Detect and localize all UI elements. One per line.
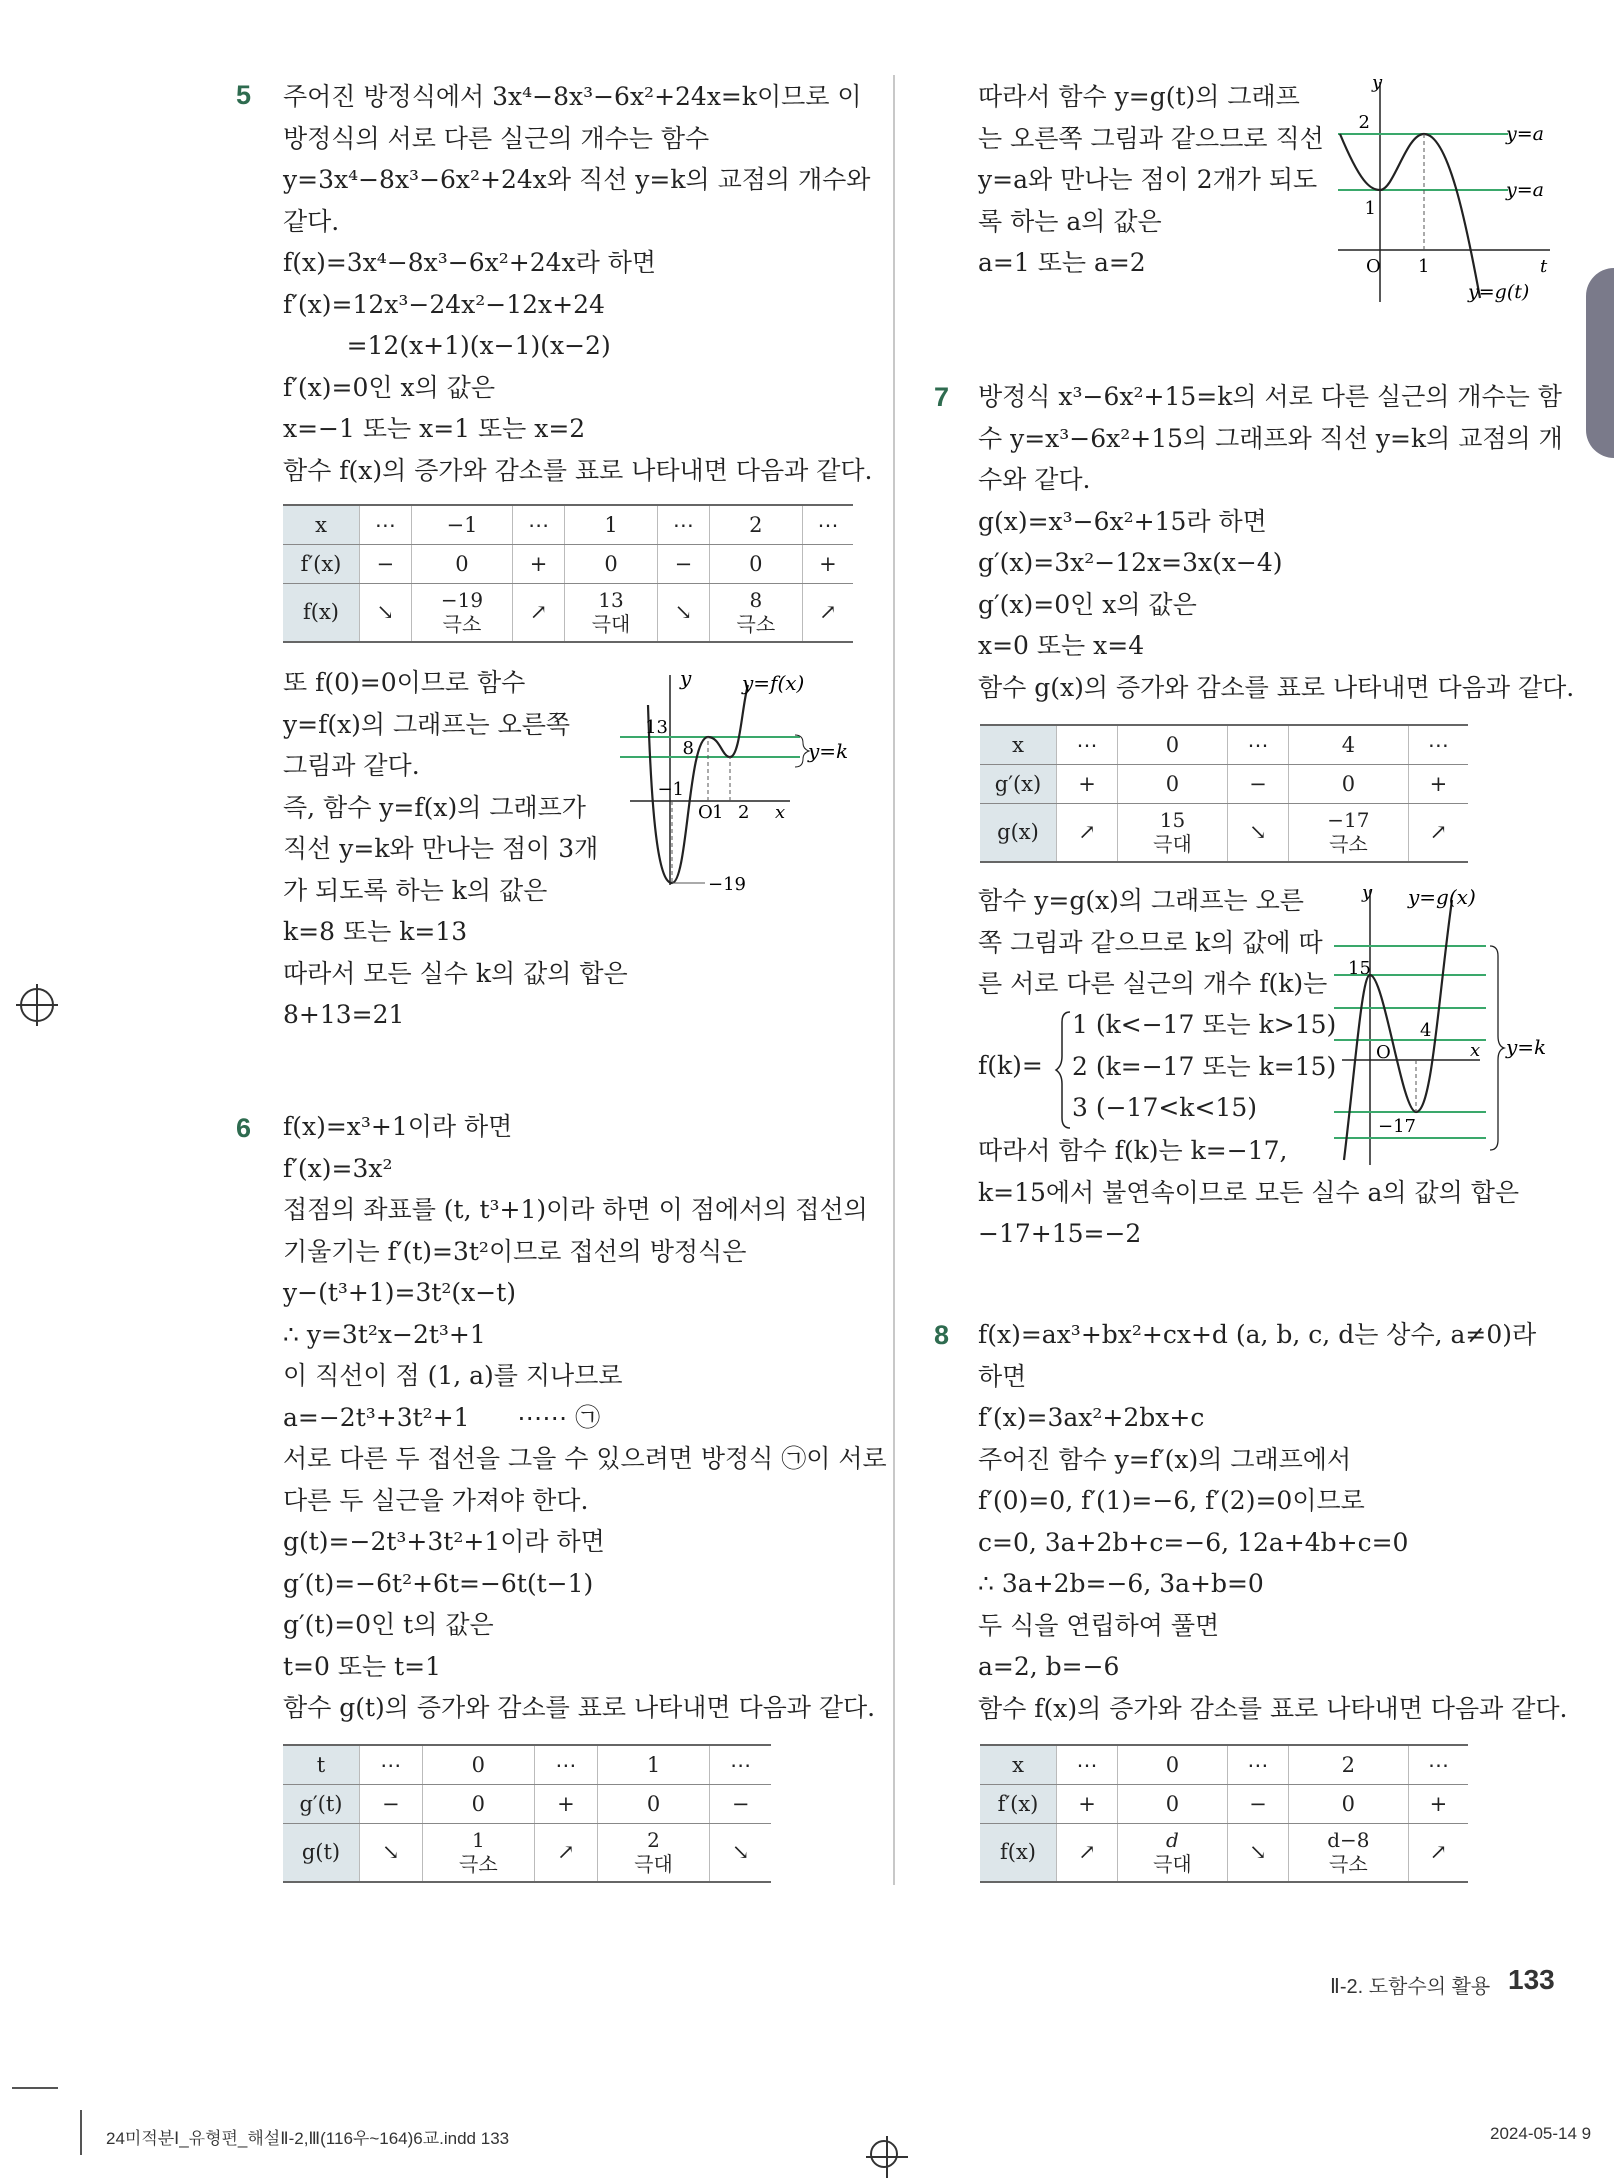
table-cell: 2 [709,505,802,545]
table-cell: − [658,545,710,584]
text-line: 함수 f(x)의 증가와 감소를 표로 나타내면 다음과 같다. [978,1693,1568,1723]
table-cell: ↗ [1057,804,1118,862]
label-y: y [680,666,692,690]
table-cell: 0 [1117,1745,1227,1785]
text-line: 8+13=21 [283,1000,405,1029]
problem-7-table [980,724,1468,863]
table-cell: + [802,545,853,584]
label-minus17: −17 [1378,1116,1416,1137]
table-cell: ↘ [658,584,710,642]
table-cell [1288,804,1408,862]
problem-8-table [980,1744,1468,1883]
text-line: 수 y=x³−6x²+15의 그래프와 직선 y=k의 교점의 개 [978,423,1563,453]
table-cell: 0 [1118,765,1228,804]
label-minus1: −1 [657,779,684,800]
cell-sub: 극대 [1153,832,1192,857]
table-cell [709,584,802,642]
text-line: =12(x+1)(x−1)(x−2) [283,331,611,360]
text-line: g′(x)=0인 x의 값은 [978,589,1197,619]
table-cell: 0 [411,545,513,584]
problem-6-body [283,1106,887,1729]
cell-sub: 극소 [459,1852,498,1877]
label-x: x [1470,1040,1481,1061]
text-line: 즉, 함수 y=f(x)의 그래프가 [283,792,586,822]
text-line: f(x)=x³+1이라 하면 [283,1112,513,1141]
text-line: g′(x)=3x²−12x=3x(x−4) [978,548,1283,577]
piecewise-case: 3 (−17<k<15) [1072,1093,1257,1122]
text-line: 이 직선이 점 (1, a)를 지나므로 [283,1361,623,1390]
cell-sub: 극대 [634,1852,673,1877]
crop-mark [80,2110,82,2155]
text-line: a=2, b=−6 [978,1652,1120,1681]
cell-sub: 극소 [442,612,482,637]
table-cell: g(t) [283,1824,360,1882]
table-cell: 0 [1288,1785,1408,1824]
problem-8-number: 8 [934,1320,950,1350]
text-line: 다른 두 실근을 가져야 한다. [283,1485,589,1515]
table-cell: ⋯ [360,505,412,545]
problem-7-number: 7 [934,382,950,412]
label-x: x [775,802,786,823]
text-line: c=0, 3a+2b+c=−6, 12a+4b+c=0 [978,1527,1409,1557]
table-cell: + [1057,765,1118,804]
cell-value: 8 [749,588,763,613]
table-cell: ⋯ [360,1745,423,1785]
table-cell: ⋯ [1227,725,1288,765]
label-gt: y=g(t) [1468,281,1530,303]
cell-sub: 극소 [1329,1852,1368,1877]
table-cell: 2 [1288,1745,1408,1785]
table-cell: t [283,1745,360,1785]
text-line: g(t)=−2t³+3t²+1이라 하면 [283,1527,605,1556]
table-cell: 0 [1117,1785,1227,1824]
table-cell: ⋯ [1408,725,1468,765]
cell-value: d−8 [1327,1828,1370,1853]
brace [795,735,809,767]
text-line: 는 오른쪽 그림과 같으므로 직선 [978,123,1324,153]
text-line: 직선 y=k와 만나는 점이 3개 [283,834,599,863]
text-line: 방정식 x³−6x²+15=k의 서로 다른 실근의 개수는 함 [978,382,1562,411]
print-date: 2024-05-14 9 [1490,2124,1592,2143]
text-line: f′(x)=12x³−24x²−12x+24 [283,289,605,319]
text-line: a=−2t³+3t²+1 ⋯⋯ ㉠ [283,1402,601,1432]
cell-value: d [1166,1828,1179,1853]
table-cell: ↗ [802,584,853,642]
table-cell: − [360,545,412,584]
text-line: 서로 다른 두 접선을 그을 수 있으려면 방정식 ㉠이 서로 [283,1444,887,1473]
text-line: f(x)=3x⁴−8x³−6x²+24x라 하면 [283,248,657,277]
text-line: −17+15=−2 [978,1219,1142,1248]
table-cell: ↗ [1408,1824,1468,1882]
label-t1: 1 [1418,256,1430,277]
text-line: f′(0)=0, f′(1)=−6, f′(2)=0이므로 [978,1486,1365,1515]
table-cell: 0 [709,545,802,584]
cell-sub: 극대 [591,612,631,637]
brace [1490,946,1504,1150]
text-line: 따라서 모든 실수 k의 값의 합은 [283,958,628,988]
table-cell: − [1227,765,1288,804]
table-cell: ⋯ [1408,1745,1468,1785]
text-line: x=0 또는 x=4 [978,631,1145,660]
table-cell: ⋯ [1227,1745,1288,1785]
problem-5-graph [610,665,870,905]
text-line: 쪽 그림과 같으므로 k의 값에 따 [978,927,1323,957]
curve-gt [1340,134,1480,298]
table-cell: + [1408,1785,1468,1824]
problem-7-body [978,376,1574,708]
text-line: g(x)=x³−6x²+15라 하면 [978,506,1267,536]
label-ya-top: y=a [1506,123,1544,145]
problem-5-body [283,76,872,491]
table-cell: − [710,1785,771,1824]
text-line: a=1 또는 a=2 [978,248,1146,277]
problem-7-graph [1320,880,1570,1170]
table-cell [411,584,513,642]
table-cell: 1 [564,505,657,545]
table-cell: 1 [597,1745,710,1785]
piecewise-lhs: f(k)= [978,1051,1043,1080]
page-number: 133 [1508,1964,1555,1995]
text-line: k=8 또는 k=13 [283,917,468,946]
label-fx: y=f(x) [742,671,805,695]
brace [1054,1010,1072,1130]
registration-mark-icon [20,988,54,1022]
text-line: f′(x)=3ax²+2bx+c [978,1403,1205,1432]
table-cell: ⋯ [1057,1745,1118,1785]
text-line: 접점의 좌표를 (t, t³+1)이라 하면 이 점에서의 접선의 [283,1195,868,1224]
text-line: g′(t)=−6t²+6t=−6t(t−1) [283,1568,594,1598]
label-ya-bottom: y=a [1506,179,1544,201]
text-line: 같다. [283,206,340,236]
text-line: 주어진 방정식에서 3x⁴−8x³−6x²+24x=k이므로 이 [283,82,862,111]
table-cell: f′(x) [980,1785,1057,1824]
text-line: 두 식을 연립하여 풀면 [978,1610,1220,1640]
table-cell: ⋯ [535,1745,598,1785]
problem-5-table [283,504,853,643]
text-line: y=3x⁴−8x³−6x²+24x와 직선 y=k의 교점의 개수와 [283,165,871,194]
cell-sub: 극대 [1153,1852,1192,1877]
table-cell: g′(t) [283,1785,360,1824]
text-line: x=−1 또는 x=1 또는 x=2 [283,414,586,443]
table-cell [597,1824,710,1882]
cell-value: 13 [598,588,624,613]
table-cell: g(x) [980,804,1057,862]
piecewise-cases [1072,1004,1336,1129]
text-line: k=15에서 불연속이므로 모든 실수 a의 값의 합은 [978,1177,1520,1207]
table-cell: ↗ [513,584,565,642]
table-cell: ↗ [535,1824,598,1882]
problem-6-continued [978,76,1324,284]
table-cell: 0 [422,1785,535,1824]
problem-6-graph [1330,72,1562,312]
table-cell: 0 [1288,765,1408,804]
text-line: y=f(x)의 그래프는 오른쪽 [283,709,571,739]
problem-7-body-2 [978,880,1327,1005]
text-line: 따라서 함수 y=g(t)의 그래프 [978,82,1300,111]
label-1: 1 [1364,198,1376,219]
table-cell: 0 [597,1785,710,1824]
table-cell: ⋯ [710,1745,771,1785]
problem-6-number: 6 [236,1113,252,1143]
text-line: f′(x)=0인 x의 값은 [283,372,495,402]
file-name: 24미적분Ⅰ_유형편_해설Ⅱ-2,Ⅲ(116우~164)6교.indd 133 [106,2129,510,2148]
text-line: y−(t³+1)=3t²(x−t) [283,1278,517,1307]
table-cell: ↘ [360,1824,423,1882]
table-cell: 0 [422,1745,535,1785]
table-cell: ⋯ [658,505,710,545]
cell-sub: 극소 [736,612,776,637]
text-line: 함수 g(x)의 증가와 감소를 표로 나타내면 다음과 같다. [978,672,1575,702]
problem-8-body [978,1314,1567,1729]
table-cell: x [980,725,1057,765]
label-y: y [1372,72,1383,93]
cell-value: 1 [471,1828,485,1853]
table-cell: f(x) [980,1824,1057,1882]
text-line: y=a와 만나는 점이 2개가 되도 [978,165,1318,194]
registration-mark-icon [870,2140,898,2168]
table-cell: ↘ [360,584,412,642]
label-15: 15 [1348,958,1371,979]
table-cell: −1 [411,505,513,545]
text-line: 수와 같다. [978,465,1091,494]
label-4: 4 [1420,1020,1432,1041]
text-line: g′(t)=0인 t의 값은 [283,1610,494,1639]
table-cell: + [1408,765,1468,804]
text-line: 함수 y=g(x)의 그래프는 오른 [978,886,1304,915]
piecewise-case: 1 (k<−17 또는 k>15) [1072,1010,1337,1039]
label-8: 8 [682,738,694,759]
section-title: Ⅱ-2. 도함수의 활용 [1330,1976,1491,1998]
table-cell: x [980,1745,1057,1785]
label-origin: O [1366,256,1381,277]
table-cell: f′(x) [283,545,360,584]
text-line: 방정식의 서로 다른 실근의 개수는 함수 [283,123,710,153]
table-cell: ↗ [1057,1824,1118,1882]
label-minus19: −19 [708,874,746,895]
table-cell: + [1057,1785,1118,1824]
table-cell: 0 [1118,725,1228,765]
label-origin: O [698,802,713,823]
text-line: 른 서로 다른 실근의 개수 f(k)는 [978,969,1328,998]
text-line: ∴ y=3t²x−2t³+1 [283,1319,486,1349]
label-2: 2 [738,802,750,823]
label-origin: O [1376,1042,1391,1063]
table-cell: ⋯ [802,505,853,545]
label-yk: y=k [808,739,849,763]
table-cell [1288,1824,1408,1882]
table-cell: ↘ [710,1824,771,1882]
table-cell: g′(x) [980,765,1057,804]
text-line: 함수 f(x)의 증가와 감소를 표로 나타내면 다음과 같다. [283,455,873,485]
text-line: 하면 [978,1361,1027,1391]
table-cell: ↘ [1227,804,1288,862]
text-line: 록 하는 a의 값은 [978,206,1162,236]
text-line: t=0 또는 t=1 [283,1651,441,1681]
table-cell: ↘ [1227,1824,1288,1882]
label-t: t [1540,256,1548,277]
table-cell [1117,1824,1227,1882]
table-cell [422,1824,535,1882]
table-cell: − [360,1785,423,1824]
table-cell: 0 [564,545,657,584]
text-line: 또 f(0)=0이므로 함수 [283,668,526,697]
table-cell: ↗ [1408,804,1468,862]
text-line: 가 되도록 하는 k의 값은 [283,875,548,905]
piecewise-case: 2 (k=−17 또는 k=15) [1072,1051,1337,1081]
table-cell: ⋯ [513,505,565,545]
label-gx: y=g(x) [1408,885,1476,909]
cell-value: 2 [647,1828,660,1853]
text-line: 함수 g(t)의 증가와 감소를 표로 나타내면 다음과 같다. [283,1693,876,1722]
table-cell [1118,804,1228,862]
text-line: f(x)=ax³+bx²+cx+d (a, b, c, d는 상수, a≠0)라 [978,1320,1537,1349]
table-cell: ⋯ [1057,725,1118,765]
cell-value: −17 [1327,808,1370,833]
text-line: 그림과 같다. [283,751,420,780]
cell-value: −19 [440,588,484,613]
problem-6-table [283,1744,771,1883]
text-line: ∴ 3a+2b=−6, 3a+b=0 [978,1569,1264,1598]
label-13: 13 [645,717,668,738]
label-1: 1 [712,802,724,823]
table-cell: 4 [1288,725,1408,765]
table-cell: x [283,505,360,545]
text-line: f′(x)=3x² [283,1153,393,1183]
table-cell: − [1227,1785,1288,1824]
label-yk: y=k [1506,1035,1547,1059]
problem-5-number: 5 [236,80,252,110]
problem-5-body-2 [283,662,628,1036]
text-line: 기울기는 f′(t)=3t²이므로 접선의 방정식은 [283,1236,747,1266]
cell-value: 15 [1159,808,1186,833]
cell-sub: 극소 [1329,832,1368,857]
text-line: 따라서 함수 f(k)는 k=−17, [978,1136,1288,1165]
table-cell [564,584,657,642]
label-y: y [1362,882,1373,903]
table-cell: + [535,1785,598,1824]
column-divider [893,75,895,1885]
table-cell: f(x) [283,584,360,642]
text-line: 주어진 함수 y=f′(x)의 그래프에서 [978,1444,1352,1474]
side-tab [1586,268,1614,458]
table-cell: + [513,545,565,584]
crop-mark [12,2087,58,2089]
label-2: 2 [1358,112,1370,133]
